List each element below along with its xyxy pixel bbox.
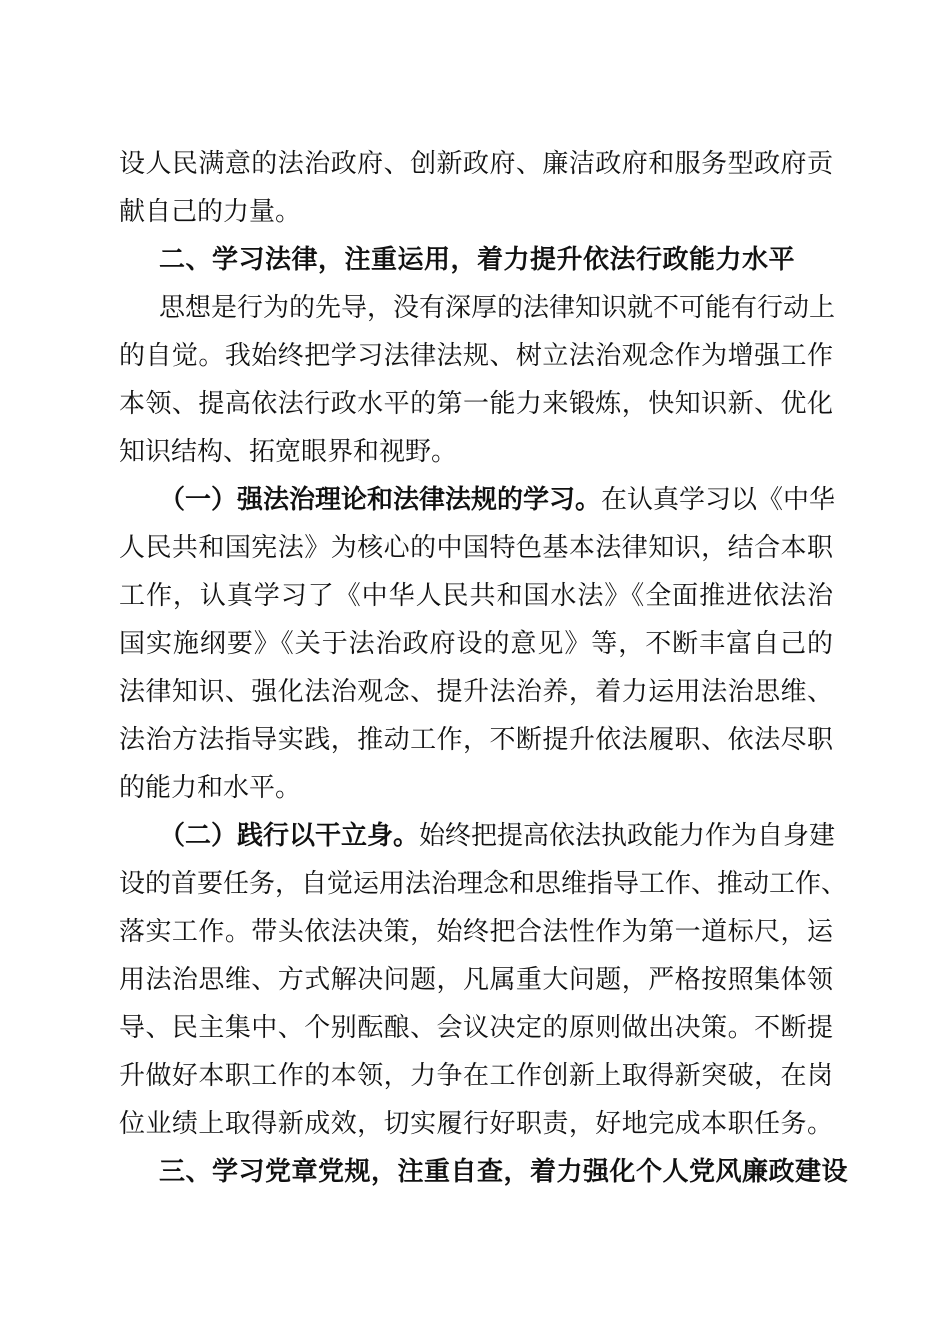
subsection-title: （二）践行以干立身。 [159,821,420,851]
paragraph-line: 知识结构、拓宽眼界和视野。 [119,437,458,467]
subsection-title: （一）强法治理论和法律法规的学习。 [159,485,602,515]
paragraph-line: 国实施纲要》《关于法治政府设的意见》等，不断丰富自己的 [119,629,833,659]
paragraph-line: 设人民满意的法治政府、创新政府、廉洁政府和服务型政府贡 [119,149,833,179]
paragraph-line: 人民共和国宪法》为核心的中国特色基本法律知识，结合本职 [119,533,833,563]
paragraph-line: 本领、提高依法行政水平的第一能力来锻炼，快知识新、优化 [119,389,833,419]
subsection-first-text: 在认真学习以《中华 [601,485,836,515]
document-body [119,140,849,1196]
section-heading: 二、学习法律，注重运用，着力提升依法行政能力水平 [159,245,796,275]
paragraph-line: 法律知识、强化法治观念、提升法治养，着力运用法治思维、 [119,677,833,707]
section-heading: 三、学习党章党规，注重自查，着力强化个人党风廉政建设 [159,1157,849,1187]
paragraph-line: 用法治思维、方式解决问题，凡属重大问题，严格按照集体领 [119,965,833,995]
paragraph-line: 升做好本职工作的本领，力争在工作创新上取得新突破，在岗 [119,1061,833,1091]
subsection-first-line [119,476,836,524]
paragraph-line: 献自己的力量。 [119,197,302,227]
paragraph-line: 法治方法指导实践，推动工作，不断提升依法履职、依法尽职 [119,725,833,755]
paragraph-line: 工作，认真学习了《中华人民共和国水法》《全面推进依法治 [119,581,833,611]
paragraph-line: 落实工作。带头依法决策，始终把合法性作为第一道标尺，运 [119,917,833,947]
paragraph-line: 设的首要任务，自觉运用法治理念和思维指导工作、推动工作、 [119,869,848,899]
paragraph-line: 导、民主集中、个别酝酿、会议决定的原则做出决策。不断提 [119,1013,833,1043]
paragraph-line: 的能力和水平。 [119,773,302,803]
paragraph-line: 位业绩上取得新成效，切实履行好职责，好地完成本职任务。 [119,1109,833,1139]
subsection-first-text: 始终把提高依法执政能力作为自身建 [419,821,836,851]
paragraph-line: 的自觉。我始终把学习法律法规、树立法治观念作为增强工作 [119,341,833,371]
subsection-first-line [119,812,836,860]
paragraph-line: 思想是行为的先导，没有深厚的法律知识就不可能有行动上 [159,293,836,323]
